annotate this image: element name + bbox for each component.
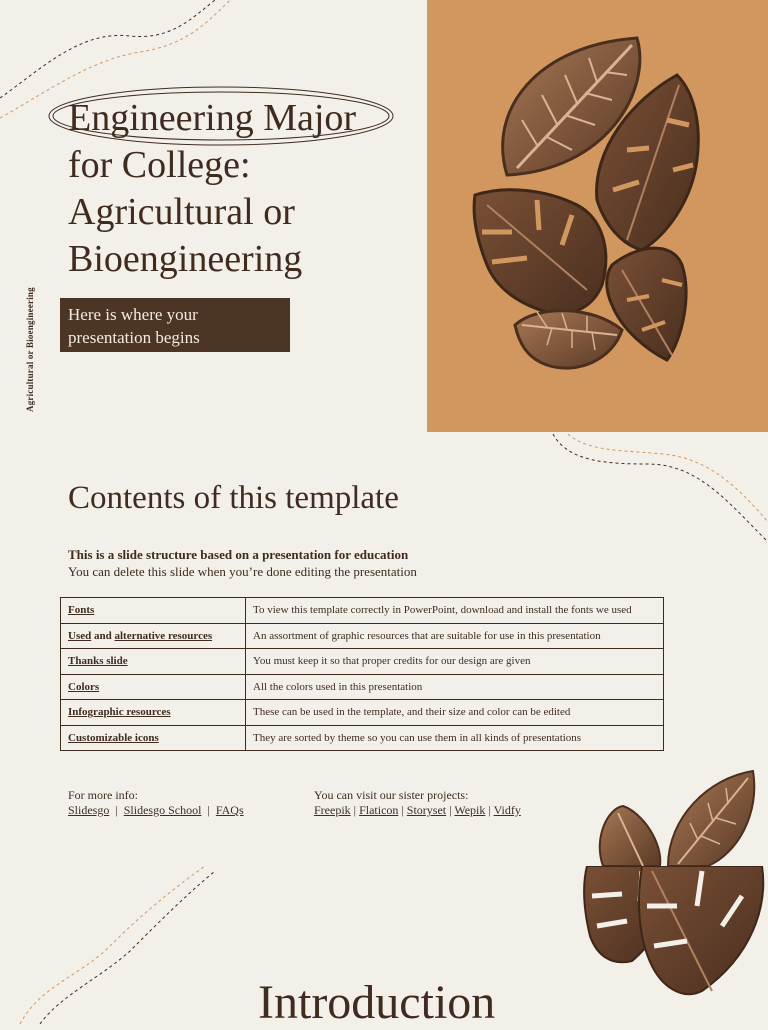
leaf-illustration: [668, 771, 754, 866]
slide-description-bold: This is a slide structure based on a presentation for education: [68, 547, 409, 562]
contents-title: Contents of this template: [68, 480, 399, 516]
dashed-curve-decoration: [548, 432, 768, 552]
flaticon-link[interactable]: Flaticon: [359, 803, 399, 817]
table-cell: You must keep it so that proper credits for our design are given: [246, 649, 664, 675]
wepik-link[interactable]: Wepik: [454, 803, 486, 817]
vertical-side-label: Agricultural or Bioengineering: [25, 287, 35, 412]
separator: |: [115, 803, 118, 817]
table-cell: All the colors used in this presentation: [246, 674, 664, 700]
separator: |: [207, 803, 210, 817]
storyset-link[interactable]: Storyset: [406, 803, 447, 817]
monstera-cluster-illustration: [582, 866, 768, 1006]
hero-image-panel: [427, 0, 768, 432]
faqs-link[interactable]: FAQs: [215, 803, 244, 817]
more-info-links: [68, 803, 244, 818]
customizable-icons-link[interactable]: Customizable icons: [68, 731, 159, 744]
sister-projects-links: [314, 803, 521, 818]
leaf-illustration: [600, 806, 661, 866]
table-row: [61, 623, 664, 649]
colors-link[interactable]: Colors: [68, 680, 100, 693]
dashed-curve-decoration: [0, 866, 220, 1024]
slidesgo-link[interactable]: Slidesgo: [68, 803, 110, 817]
table-row: [61, 700, 664, 726]
slidesgo-school-link[interactable]: Slidesgo School: [123, 803, 202, 817]
used-link[interactable]: Used: [68, 629, 92, 642]
monstera-leaf-illustration: [639, 866, 763, 994]
table-row: [61, 674, 664, 700]
separator: |: [401, 803, 404, 817]
table-cell-text: and: [91, 629, 115, 642]
more-info-label: For more info:: [68, 788, 138, 802]
thanks-slide-link[interactable]: Thanks slide: [68, 655, 128, 668]
table-row: [61, 725, 664, 751]
fonts-link[interactable]: Fonts: [68, 604, 95, 617]
subtitle-box: Here is where your presentation begins: [60, 298, 290, 352]
slide-title: Engineering Major for College: Agricultural or Bioengineering: [68, 97, 357, 280]
table-row: [61, 649, 664, 675]
table-cell: To view this template correctly in PowerPoint, download and install the fonts we used: [246, 598, 664, 624]
separator: |: [488, 803, 491, 817]
vidfy-link[interactable]: Vidfy: [493, 803, 521, 817]
table-cell: These can be used in the template, and their size and color can be edited: [246, 700, 664, 726]
slide-description: You can delete this slide when you’re done editing the presentation: [68, 564, 417, 579]
separator: |: [353, 803, 357, 817]
table-row: [61, 598, 664, 624]
infographic-resources-link[interactable]: Infographic resources: [68, 706, 171, 719]
sister-projects-label: You can visit our sister projects:: [314, 788, 469, 802]
table-cell: An assortment of graphic resources that are suitable for use in this presentation: [246, 623, 664, 649]
leaf-cluster-illustration: [598, 768, 768, 868]
monstera-leaf-illustration: [584, 866, 673, 962]
freepik-link[interactable]: Freepik: [314, 803, 351, 817]
contents-table: [60, 597, 664, 751]
alternative-resources-link[interactable]: alternative resources: [114, 629, 213, 642]
introduction-title: Introduction: [258, 976, 496, 1029]
separator: |: [449, 803, 452, 817]
table-cell: They are sorted by theme so you can use them in all kinds of presentations: [246, 725, 664, 751]
